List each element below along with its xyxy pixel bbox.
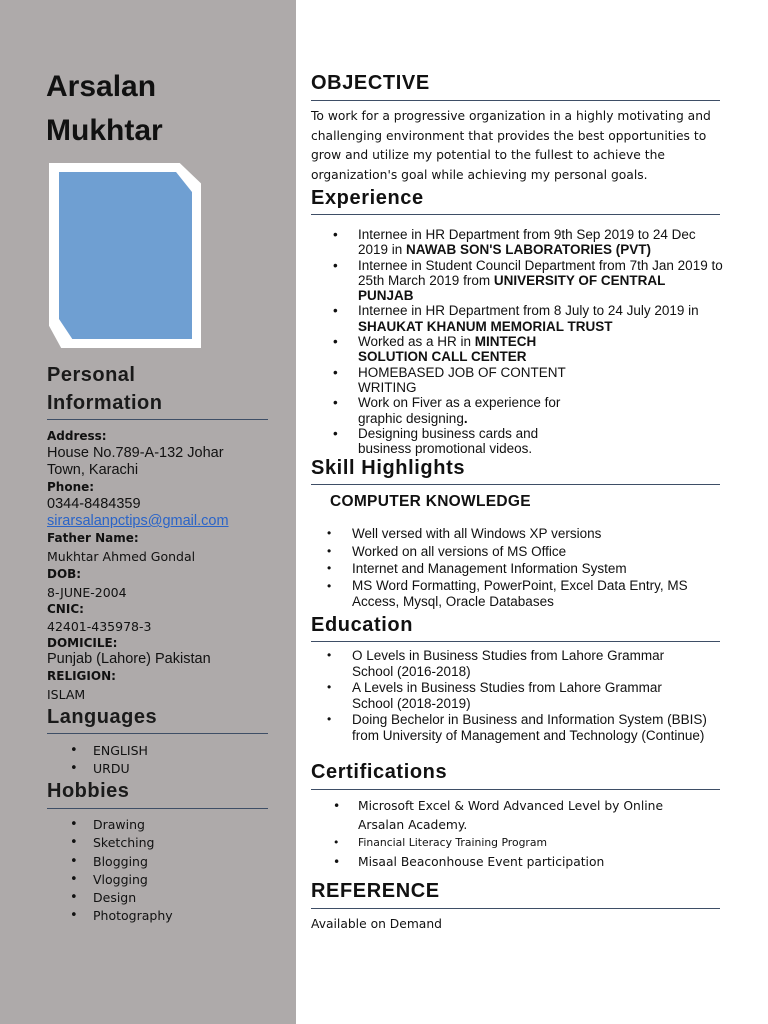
experience-heading: Experience <box>311 187 424 209</box>
divider <box>311 908 720 909</box>
languages-list <box>70 742 148 779</box>
hobby-item: • Photography <box>70 907 173 925</box>
skills-heading: Skill Highlights <box>311 457 466 479</box>
computer-knowledge-subheading: COMPUTER KNOWLEDGE <box>330 493 531 510</box>
certifications-list <box>333 797 723 871</box>
name-last: Mukhtar <box>46 114 163 147</box>
skill-item: • Internet and Management Information System <box>327 560 717 578</box>
domicile-label: DOMICILE: <box>47 636 118 650</box>
cnic-value: 42401-435978-3 <box>47 619 152 634</box>
experience-item: • Work on Fiver as a experience for graphic designing. <box>333 395 598 426</box>
hobby-item: • Design <box>70 889 173 907</box>
cnic-label: CNIC: <box>47 602 84 616</box>
father-name-label: Father Name: <box>47 531 139 545</box>
language-item: • ENGLISH <box>70 742 148 760</box>
experience-item: • HOMEBASED JOB OF CONTENT WRITING <box>333 365 598 396</box>
email-link[interactable]: sirarsalanpctips@gmail.com <box>47 513 229 529</box>
dob-value: 8-JUNE-2004 <box>47 585 127 600</box>
religion-label: RELIGION: <box>47 669 116 683</box>
address-value: House No.789-A-132 Johar Town, Karachi <box>47 445 224 478</box>
certification-item: • Financial Literacy Training Program <box>333 834 723 853</box>
skills-list <box>327 525 717 611</box>
education-item: • O Levels in Business Studies from Lahore Grammar School (2016-2018) <box>327 648 697 680</box>
divider <box>47 808 268 809</box>
hobbies-list <box>70 816 173 926</box>
phone-value: 0344-8484359 <box>47 496 141 512</box>
divider <box>47 419 268 420</box>
reference-heading: REFERENCE <box>311 880 440 902</box>
certification-item: • Misaal Beaconhouse Event participation <box>333 853 723 872</box>
personal-info-heading-line1: Personal <box>47 364 136 386</box>
domicile-value: Punjab (Lahore) Pakistan <box>47 651 211 667</box>
address-label: Address: <box>47 429 107 443</box>
education-heading: Education <box>311 614 414 636</box>
skill-item: • Well versed with all Windows XP versions <box>327 525 717 543</box>
hobby-item: • Drawing <box>70 816 173 834</box>
hobby-item: • Vlogging <box>70 871 173 889</box>
certification-item: • Microsoft Excel & Word Advanced Level by Online Arsalan Academy. <box>333 797 688 834</box>
divider <box>311 214 720 215</box>
dob-label: DOB: <box>47 567 82 581</box>
name-first: Arsalan <box>46 70 157 103</box>
profile-photo-placeholder <box>59 172 192 339</box>
divider <box>311 789 720 790</box>
skill-item: • Worked on all versions of MS Office <box>327 543 717 561</box>
certifications-heading: Certifications <box>311 761 448 783</box>
divider <box>311 100 720 101</box>
experience-item: • Designing business cards and business promotional videos. <box>333 426 578 457</box>
divider <box>311 641 720 642</box>
skill-item: • MS Word Formatting, PowerPoint, Excel Data Entry, MS Access, Mysql, Oracle Databases <box>327 578 717 611</box>
experience-item: • Internee in HR Department from 8 July to 24 July 2019 in SHAUKAT KHANUM MEMORIAL TRUST <box>333 303 723 334</box>
personal-info-heading-line2: Information <box>47 392 163 414</box>
hobby-item: • Blogging <box>70 853 173 871</box>
objective-text: To work for a progressive organization in a highly motivating and challenging environment that provides the best opportunities to grow and utilize my potential to the fullest to achieve the organization's goal while achieving my personal goals. <box>311 109 711 182</box>
divider <box>311 484 720 485</box>
education-list <box>327 648 717 743</box>
experience-item: • Internee in HR Department from 9th Sep 2019 to 24 Dec 2019 in NAWAB SON'S LABORATORIES (PVT) <box>333 227 723 258</box>
hobby-item: • Sketching <box>70 834 173 852</box>
language-item: • URDU <box>70 760 148 778</box>
experience-item: • Worked as a HR in MINTECH SOLUTION CALL CENTER <box>333 334 558 365</box>
experience-item: • Internee in Student Council Department from 7th Jan 2019 to 25th March 2019 from UNIVERSITY OF CENTRAL PUNJAB <box>333 258 723 304</box>
hobbies-heading: Hobbies <box>47 780 130 802</box>
father-name-value: Mukhtar Ahmed Gondal <box>47 549 196 564</box>
objective-heading: OBJECTIVE <box>311 72 430 94</box>
education-item: • Doing Bechelor in Business and Information System (BBIS) from University of Management and Technology (Continue) <box>327 712 717 744</box>
education-item: • A Levels in Business Studies from Lahore Grammar School (2018-2019) <box>327 680 697 712</box>
languages-heading: Languages <box>47 706 158 728</box>
divider <box>47 733 268 734</box>
phone-label: Phone: <box>47 480 95 494</box>
reference-text: Available on Demand <box>311 917 442 931</box>
experience-list <box>333 227 723 456</box>
religion-value: ISLAM <box>47 687 86 702</box>
